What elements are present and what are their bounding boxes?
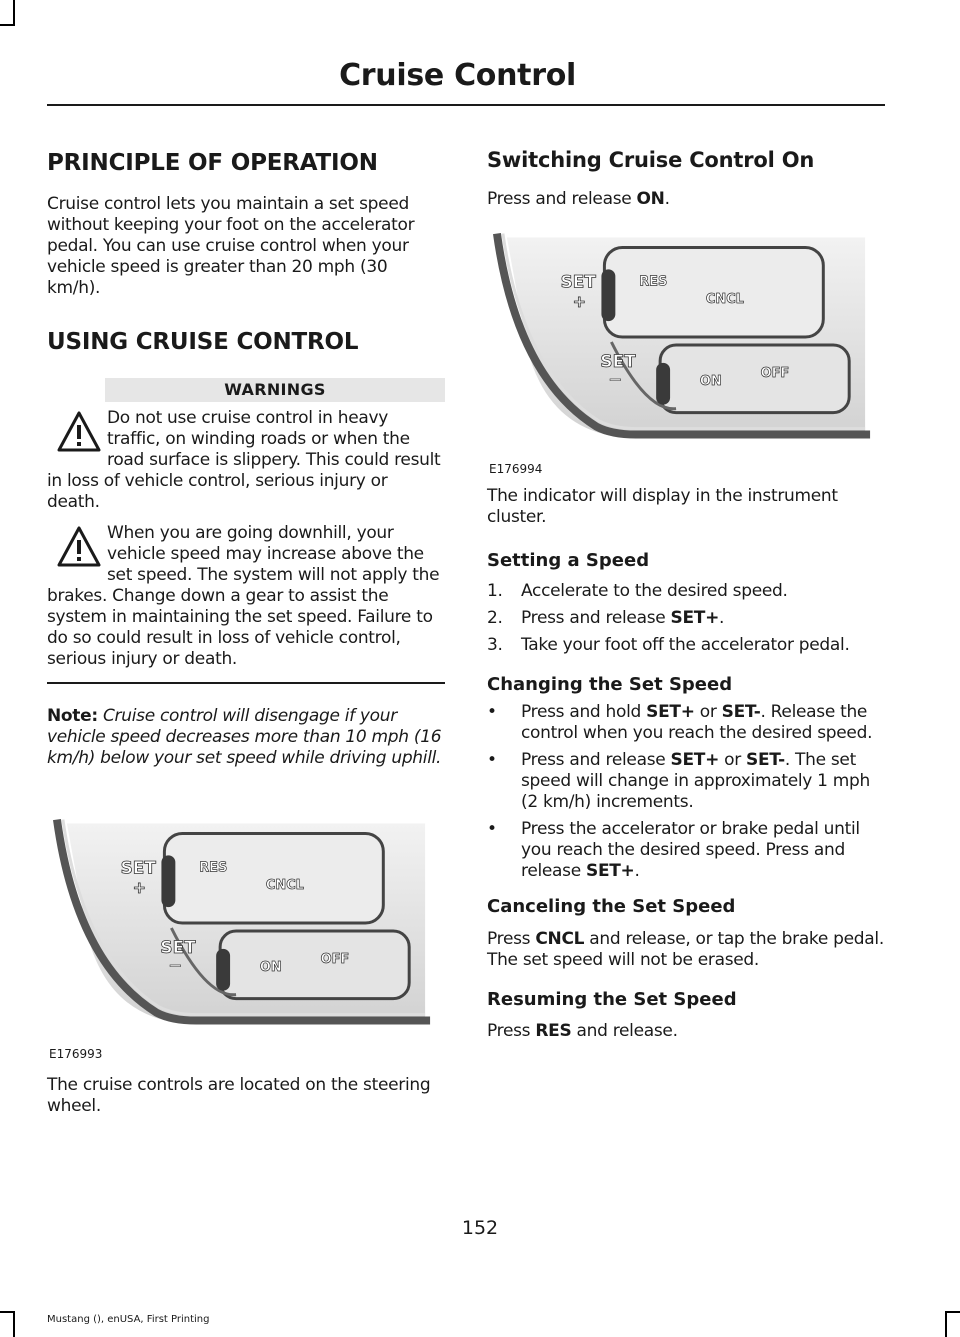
text-span: or <box>694 702 722 723</box>
changing-bullets <box>487 702 885 882</box>
resuming-heading: Resuming the Set Speed <box>487 988 737 1010</box>
page-number: 152 <box>461 1217 499 1239</box>
bullet-marker: • <box>487 750 497 771</box>
page-title: Cruise Control <box>339 58 576 93</box>
text-span: Press and release <box>487 189 637 210</box>
key-on: ON <box>636 189 665 210</box>
note <box>47 706 445 769</box>
switch-on-figure <box>487 226 885 476</box>
note-label: Note: <box>47 706 98 727</box>
warning-text: When you are going downhill, your vehicle speed may increase above the set speed. The system will not apply the brakes. Change down a gear to assist the system in maintaining the set speed. Failure to do so could result in loss of vehicle control, serious injury or death. <box>47 523 440 670</box>
crop-mark <box>945 1311 947 1337</box>
setting-heading: Setting a Speed <box>487 550 650 572</box>
warning-item <box>47 523 445 670</box>
switch-text <box>487 189 885 210</box>
bullet-marker: • <box>487 819 497 840</box>
text-span: Take your foot off the accelerator pedal. <box>521 634 850 655</box>
principle-text: Cruise control lets you maintain a set speed without keeping your foot on the accelerator pedal. You can use cruise control when your vehicle speed is greater than 20 mph (30 km/h). <box>47 193 415 298</box>
cruise-control-switch-illustration <box>487 226 885 458</box>
key-name: SET+ <box>670 607 720 628</box>
set-minus-label: SET <box>600 351 636 372</box>
setting-steps <box>487 581 885 656</box>
changing-heading: Changing the Set Speed <box>487 673 733 695</box>
text-span: . <box>634 861 640 882</box>
text-span: Press and release <box>521 750 671 771</box>
step-number: 1. <box>487 580 503 601</box>
key-name: SET+ <box>670 750 720 771</box>
key-name: RES <box>535 1021 572 1042</box>
list-item <box>487 635 885 656</box>
text-span: Press the accelerator or brake pedal until you reach the desired speed. Press and release <box>521 819 860 882</box>
text-span: . Release the control when you reach the desired speed. <box>521 702 873 744</box>
text-span: Accelerate to the desired speed. <box>521 580 788 601</box>
list-item <box>487 819 885 882</box>
cruise-control-switch-illustration <box>47 813 445 1043</box>
steering-controls-figure <box>47 813 445 1061</box>
warnings-box <box>47 378 445 684</box>
indicator-text: The indicator will display in the instrument cluster. <box>487 486 838 528</box>
cncl-label: CNCL <box>705 292 744 308</box>
text-span: and release, or tap the brake pedal. The set speed will not be erased. <box>487 928 884 970</box>
key-name: SET+ <box>586 861 635 882</box>
right-column <box>487 140 885 1042</box>
minus-label: — <box>169 957 182 972</box>
step-number: 2. <box>487 607 503 628</box>
text-span: or <box>719 750 747 771</box>
warning-text: Do not use cruise control in heavy traffic, on winding roads or when the road surface is slippery. This could result in loss of vehicle control, serious injury or death. <box>47 408 441 513</box>
header-divider <box>47 104 885 106</box>
key-name: SET- <box>721 702 761 723</box>
plus-label: + <box>572 292 586 312</box>
using-heading: USING CRUISE CONTROL <box>47 328 359 355</box>
on-label: ON <box>699 373 722 389</box>
plus-label: + <box>132 878 146 898</box>
text-span: . The set speed will change in approximately 1 mph (2 km/h) increments. <box>521 750 871 813</box>
key-name: SET- <box>746 750 785 771</box>
step-number: 3. <box>487 634 503 655</box>
crop-mark <box>13 0 15 26</box>
text-span: . <box>719 607 725 628</box>
note-text: Cruise control will disengage if your vehicle speed decreases more than 10 mph (16 km/h) below your set speed while driving uphill. <box>47 706 442 769</box>
canceling-heading: Canceling the Set Speed <box>487 896 736 918</box>
switch-heading: Switching Cruise Control On <box>487 148 815 172</box>
crop-mark <box>0 24 15 26</box>
cancel-text <box>487 929 885 971</box>
off-label: OFF <box>760 366 790 382</box>
principle-heading: PRINCIPLE OF OPERATION <box>47 150 378 176</box>
crop-mark <box>13 1311 15 1337</box>
warnings-divider <box>47 682 445 684</box>
text-span: and release. <box>571 1021 678 1042</box>
text-span: Press <box>487 928 536 949</box>
list-item <box>487 608 885 629</box>
key-name: SET+ <box>646 702 695 723</box>
res-label: RES <box>199 860 228 876</box>
warning-triangle-icon <box>57 410 101 454</box>
figure-code: E176993 <box>49 1047 103 1062</box>
location-text: The cruise controls are located on the steering wheel. <box>47 1075 431 1117</box>
footer-text: Mustang (), enUSA, First Printing <box>47 1314 210 1325</box>
res-label: RES <box>639 274 668 290</box>
cncl-label: CNCL <box>265 878 304 894</box>
set-minus-label: SET <box>160 937 196 958</box>
text-span: . <box>664 189 670 210</box>
warning-triangle-icon <box>57 525 101 569</box>
minus-label: — <box>609 371 622 386</box>
warning-item <box>47 408 445 513</box>
set-plus-label: SET <box>560 271 596 292</box>
list-item <box>487 702 885 744</box>
text-span: Press <box>487 1021 536 1042</box>
key-name: CNCL <box>535 928 585 949</box>
text-span: Press and release <box>521 607 671 628</box>
crop-mark <box>0 1311 15 1313</box>
text-span: Press and hold <box>521 702 647 723</box>
left-column <box>47 140 445 1117</box>
warnings-heading: WARNINGS <box>105 378 445 402</box>
off-label: OFF <box>320 952 350 968</box>
bullet-marker: • <box>487 702 497 723</box>
figure-code: E176994 <box>489 462 543 477</box>
list-item <box>487 581 885 602</box>
resume-text <box>487 1021 885 1042</box>
list-item <box>487 750 885 813</box>
on-label: ON <box>259 959 282 975</box>
set-plus-label: SET <box>120 857 156 878</box>
crop-mark <box>945 1311 960 1313</box>
